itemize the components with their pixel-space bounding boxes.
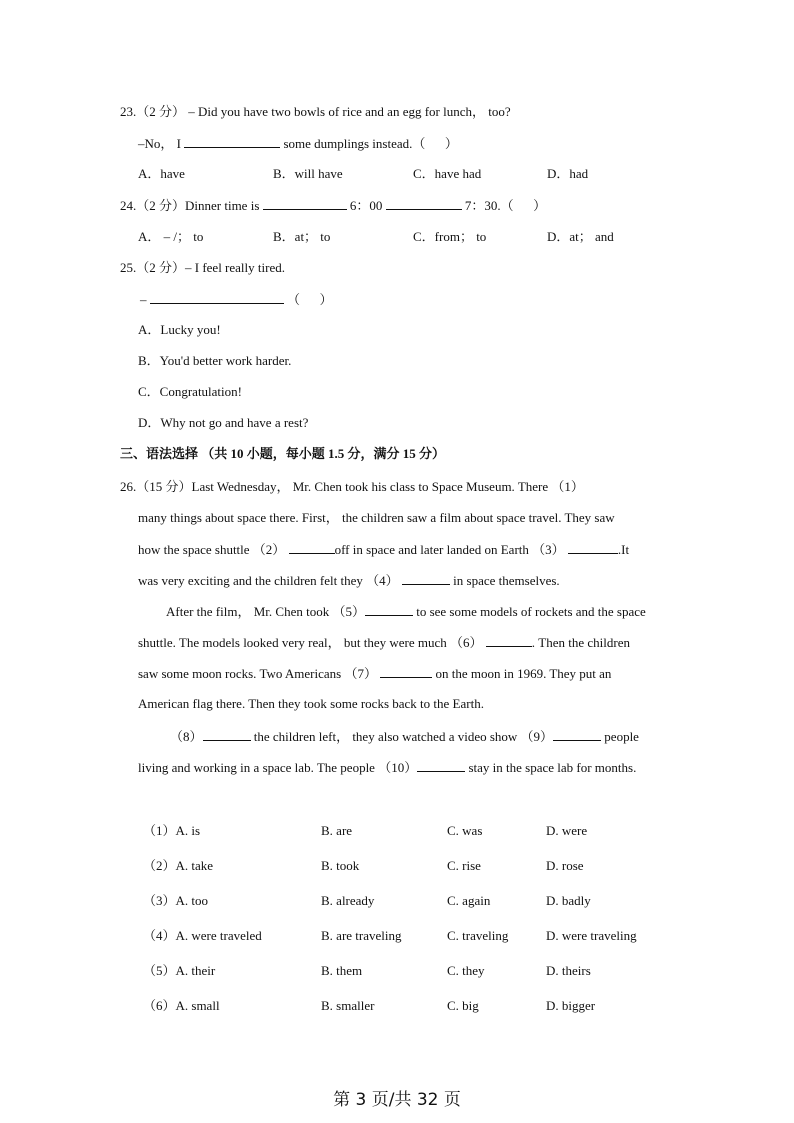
answer-blank[interactable] xyxy=(402,571,450,585)
choice-6-d[interactable]: D. bigger xyxy=(546,998,596,1013)
choice-5-c[interactable]: C. they xyxy=(447,963,485,978)
passage-text: how the space shuttle （2） xyxy=(138,542,286,557)
passage-text: was very exciting and the children felt they （4） xyxy=(138,573,399,588)
answer-blank[interactable] xyxy=(289,540,335,554)
choice-1-b[interactable]: B. are xyxy=(321,823,353,838)
passage-text: in space themselves. xyxy=(453,573,560,588)
choice-2-a[interactable]: （2）A. take xyxy=(143,858,214,873)
choice-1-c[interactable]: C. was xyxy=(447,823,483,838)
choice-2-c[interactable]: C. rise xyxy=(447,858,481,873)
option-a[interactable]: A． – /； to xyxy=(138,229,204,244)
option-d[interactable]: D．had xyxy=(547,166,589,181)
section-heading: 三、语法选择 （共 10 小题，每小题 1.5 分，满分 15 分） xyxy=(120,446,446,461)
passage-text: people xyxy=(604,729,639,744)
passage-line: 26.（15 分）Last Wednesday， Mr. Chen took his class to Space Museum. There （1） xyxy=(120,479,584,494)
passage-line xyxy=(138,540,629,559)
passage-text: . Then the children xyxy=(531,635,630,650)
choice-2-d[interactable]: D. rose xyxy=(546,858,584,873)
choice-5-b[interactable]: B. them xyxy=(321,963,363,978)
choice-1-d[interactable]: D. were xyxy=(546,823,588,838)
answer-blank[interactable] xyxy=(553,727,601,741)
passage-text: After the film， Mr. Chen took （5） xyxy=(166,604,365,619)
choice-3-d[interactable]: D. badly xyxy=(546,893,591,908)
choice-6-c[interactable]: C. big xyxy=(447,998,479,1013)
option-d[interactable]: D．Why not go and have a rest? xyxy=(138,415,309,430)
passage-text: on the moon in 1969. They put an xyxy=(435,666,612,681)
choice-4-a[interactable]: （4）A. were traveled xyxy=(143,928,262,943)
option-c[interactable]: C．from； to xyxy=(413,229,487,244)
choice-6-a[interactable]: （6）A. small xyxy=(143,998,220,1013)
passage-line xyxy=(138,758,636,777)
choice-1-a[interactable]: （1）A. is xyxy=(143,823,201,838)
stem-text: 24.（2 分）Dinner time is xyxy=(120,198,260,213)
passage-line xyxy=(138,633,630,652)
option-b[interactable]: B．will have xyxy=(273,166,343,181)
option-c[interactable]: C．Congratulation! xyxy=(138,384,242,399)
question-23-stem: 23.（2 分） – Did you have two bowls of rice and an egg for lunch， too? xyxy=(120,104,511,119)
answer-blank[interactable] xyxy=(263,196,347,210)
passage-line: American flag there. Then they took some rocks back to the Earth. xyxy=(138,696,484,711)
choice-3-b[interactable]: B. already xyxy=(321,893,375,908)
question-24-stem xyxy=(120,196,546,215)
passage-text: the children left， they also watched a video show （9） xyxy=(253,729,554,744)
choice-6-b[interactable]: B. smaller xyxy=(321,998,375,1013)
answer-blank[interactable] xyxy=(568,540,618,554)
choice-5-a[interactable]: （5）A. their xyxy=(143,963,216,978)
option-c[interactable]: C．have had xyxy=(413,166,482,181)
choice-3-c[interactable]: C. again xyxy=(447,893,491,908)
stem-text: 6：00 xyxy=(349,198,383,213)
option-d[interactable]: D．at； and xyxy=(547,229,614,244)
option-a[interactable]: A．Lucky you! xyxy=(138,322,221,337)
passage-line: many things about space there. First， the children saw a film about space travel. They saw xyxy=(138,510,615,525)
passage-text: （8） xyxy=(170,729,203,744)
question-23-reply xyxy=(138,134,458,153)
passage-text: shuttle. The models looked very real， but they were much （6） xyxy=(138,635,483,650)
passage-line xyxy=(138,664,611,683)
choice-4-d[interactable]: D. were traveling xyxy=(546,928,637,943)
reply-text: –No， I xyxy=(138,136,181,151)
reply-text: （ ） xyxy=(287,292,333,307)
answer-blank[interactable] xyxy=(184,134,280,148)
choice-4-c[interactable]: C. traveling xyxy=(447,928,509,943)
question-25-stem: 25.（2 分）– I feel really tired. xyxy=(120,260,285,275)
passage-text: stay in the space lab for months. xyxy=(468,760,637,775)
choice-3-a[interactable]: （3）A. too xyxy=(143,893,209,908)
passage-line xyxy=(166,602,646,621)
passage-text: saw some moon rocks. Two Americans （7） xyxy=(138,666,377,681)
reply-text: some dumplings instead.（ ） xyxy=(283,136,458,151)
answer-blank[interactable] xyxy=(486,633,532,647)
passage-text: .It xyxy=(617,542,630,557)
page-number: 第 3 页/共 32 页 xyxy=(333,1090,461,1110)
answer-blank[interactable] xyxy=(150,290,284,304)
answer-blank[interactable] xyxy=(417,758,465,772)
passage-line xyxy=(138,571,560,590)
option-b[interactable]: B．You'd better work harder. xyxy=(138,353,292,368)
choice-4-b[interactable]: B. are traveling xyxy=(321,928,402,943)
choice-2-b[interactable]: B. took xyxy=(321,858,360,873)
passage-text: living and working in a space lab. The people （10） xyxy=(138,760,418,775)
answer-blank[interactable] xyxy=(365,602,413,616)
option-b[interactable]: B．at； to xyxy=(273,229,331,244)
reply-text: – xyxy=(140,292,147,307)
passage-text: off in space and later landed on Earth （3） xyxy=(334,542,565,557)
choice-5-d[interactable]: D. theirs xyxy=(546,963,591,978)
answer-blank[interactable] xyxy=(380,664,432,678)
passage-text: to see some models of rockets and the space xyxy=(416,604,646,619)
answer-blank[interactable] xyxy=(386,196,462,210)
answer-blank[interactable] xyxy=(203,727,251,741)
option-a[interactable]: A．have xyxy=(138,166,185,181)
question-25-reply xyxy=(140,290,333,309)
passage-line xyxy=(170,727,639,746)
stem-text: 7：30.（ ） xyxy=(464,198,547,213)
